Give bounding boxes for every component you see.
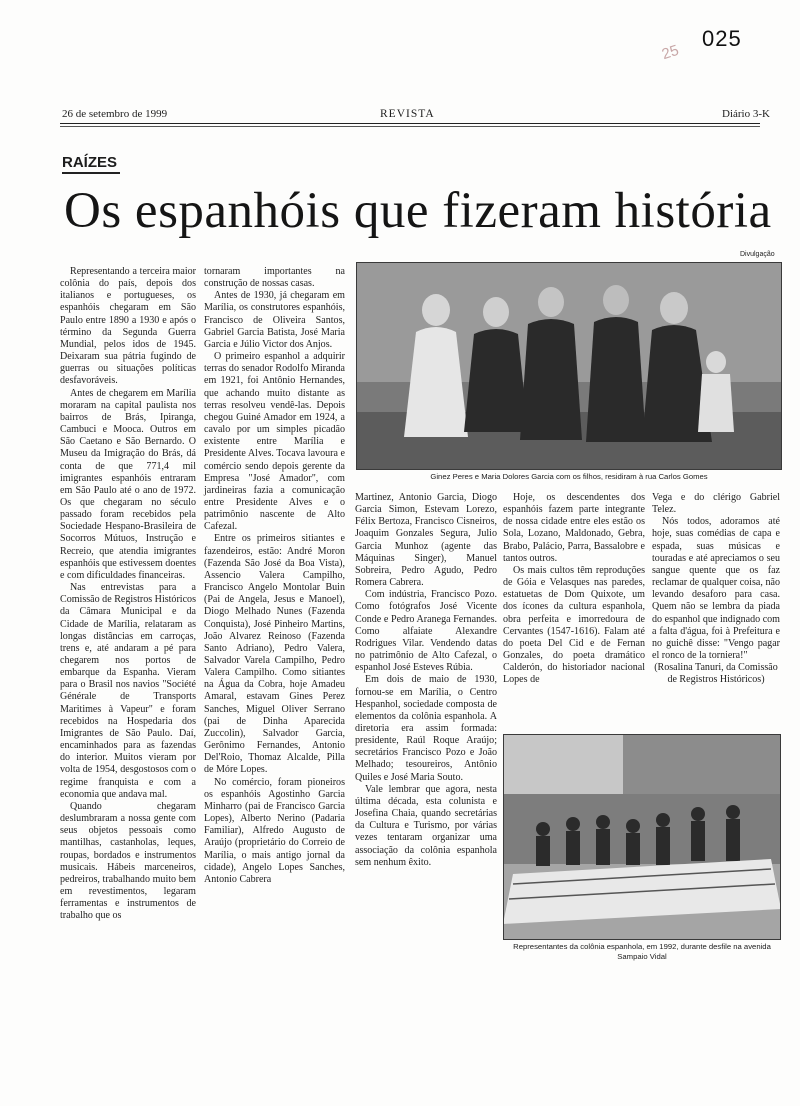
photo-credit: Divulgação [740, 251, 775, 258]
article-column-5 [652, 492, 780, 687]
paragraph: Vega e do clérigo Gabriel Telez. [652, 492, 780, 516]
parade-photo-caption: Representantes da colônia espanhola, em 1992, durante desfile na avenida Sampaio Vidal [513, 942, 771, 961]
article-column-3 [355, 492, 497, 869]
paragraph: O primeiro espanhol a adquirir terras do senador Rodolfo Miranda em 1921, foi Antônio Hernandes, que achando muito distante as terras resolveu vendê-las. Depois chegou Guiné Amador em 1924, a cavalo por um simples picadão existente entre Marília e Presidente Alves. Tocava lavoura e comércio sendo depois gerente da Empresa "José Amador", com jardineiras fazia a comunicação entre Presidente Alves e o patrimônio nascente de Alto Cafezal. [204, 351, 345, 533]
paragraph: Nós todos, adoramos até hoje, suas comédias de capa e espada, suas músicas e touradas e até apreciamos o seu sangue quente que os faz reclamar de qualquer coisa, não levando desaforo para casa. Quem não se lembra da piada do espanhol que indignado com a falta d'água, foi à Prefeitura e no guichê disse: "Vengo pagar el ronco de la torniera!" [652, 516, 780, 662]
header-rule [60, 123, 760, 124]
paragraph: Com indústria, Francisco Pozo. Como fotógrafos José Vicente Conde e Pedro Aranega Fernandes. Como alfaiate Alexandre Rodrigues Vilar. Vendendo datas no patrimônio de Alto Cafezal, o espanhol José Esteves Rúbia. [355, 589, 497, 674]
paragraph: Em dois de maio de 1930, fornou-se em Marília, o Centro Hespanhol, sociedade composta de elementos da colônia espanhola. A diretoria era assim formada: presidente, Raúl Roque Araújo; secretários Francisco Pozo e João Melhado; tesoureiros, Antônio Quiles e José Maria Souto. [355, 674, 497, 783]
author-signature: (Rosalina Tanuri, da Comissão de Registros Históricos) [654, 662, 778, 686]
paragraph: Nas entrevistas para a Comissão de Registros Históricos da Câmara Municipal e da Cidade de Marília, relataram as longas distâncias em carroças, trens e, até andaram a pé para chegarem nos portos de embarque da Espanha. Vieram para o Brasil nos navios "Société Générale de Transports Maritimes à Vapeur" e foram recebidos na Hospedaria dos Imigrantes de São Paulo. Daí, encaminhados para as fazendas do interior. Muitos vieram por volta de 1954, desgostosos com o regime franquista e com a economia que andava mal. [60, 582, 196, 800]
header-rule-thin [60, 126, 760, 127]
pencil-annotation: 25 [659, 41, 681, 64]
header-section: REVISTA [380, 108, 435, 120]
article-column-2 [204, 266, 345, 886]
header-page: Diário 3-K [722, 108, 770, 120]
paragraph: Os mais cultos têm reproduções de Góia e Velasques nas paredes, estatuetas de Dom Quixote, um dos ícones da cultura espanhola, obra perfeita e imorredoura de Cervantes (1547-1616). Falam até do poeta Del Cid e de Fernan Gonzales, do poeta dramático Calderón, do historiador nacional Lopes de [503, 564, 645, 686]
section-kicker: RAÍZES [62, 154, 120, 174]
article-column-4 [503, 492, 645, 687]
paragraph: Vale lembrar que agora, nesta última década, esta colunista e Josefina Chaia, quando secretárias da Cultura e Turismo, por várias vezes tentaram organizar uma associação da colônia espanhola sem nenhum êxito. [355, 783, 497, 868]
paragraph: Martinez, Antonio Garcia, Diogo Garcia Simon, Estevam Lorezo, Félix Bertoza, Francisco Cisneiros, Joaquim Gonzales Segura, Julio Garcia Munhoz (agente das Máquinas Singer), Manuel Sobreira, Pedro Agudo, Pedro Romera Cabrera. [355, 492, 497, 589]
paragraph: Antes de chegarem em Marília moraram na capital paulista nos bairros de Brás, Ipiranga, Cambuci e Mooca. Outros em São Caetano e São Bernardo. O Museu da Imigração do Brás, dá conta de que 771,4 mil imigrantes espanhóis entraram em São Paulo até o ano de 1972. Os que chegaram no século passado foram recebidos pela Sociedade Hespano-Brasileira de Socorros Mútuos, Instrução e Recreio, que atendia imigrantes espanhóis que estivessem doentes e com dificuldades financeiras. [60, 387, 196, 581]
paragraph: Quando chegaram deslumbraram a nossa gente com seus objetos pessoais como mantilhas, castanholas, leques, roupas, bordados e instrumentos musicais. Hábeis marceneiros, pedreiros, trabalhando muito bem em revestimentos, legaram ferramentas e instrumentos de trabalho que os [60, 800, 196, 922]
parade-photo [503, 734, 781, 940]
paragraph: tornaram importantes na construção de nossas casas. [204, 266, 345, 290]
headline: Os espanhóis que fizeram história [64, 183, 772, 239]
family-photo-caption: Ginez Peres e Maria Dolores Garcia com os filhos, residiram à rua Carlos Gomes [430, 472, 708, 481]
paragraph: No comércio, foram pioneiros os espanhóis Agostinho Garcia Minharro (pai de Francisco Garcia Lopes), Alberto Nerino (Padaria Familiar), Alfredo Augusto de Araújo (proprietário do Correio de Marília, o mais antigo jornal da cidade), Angelo Lopes Sanches, Antonio Cabrera [204, 776, 345, 885]
header-date: 26 de setembro de 1999 [62, 108, 168, 120]
page-number: 025 [702, 26, 742, 51]
paragraph: Hoje, os descendentes dos espanhóis fazem parte integrante de nossa cidade entre eles estão os Sola, Lozano, Maldonado, Gebra, Brabo, Palácio, Parra, Bassalobre e tantos outros. [503, 492, 645, 564]
paragraph: Entre os primeiros sitiantes e fazendeiros, estão: André Moron (Fazenda São José da Boa Vista), Assencio Valera Campilho, Francisco Angelo Montolar Buin (Pai de Angela, Jesus e Manoel), Diogo Melhado Nunes (Fazenda Conquista), José Pinheiro Martins, João Alvarez Reinoso (Fazenda Santo Adriano), Pedro Valera, Salvador Varela Campilho, Pedro Valera Campilho. Como sitiantes na Água da Cobra, hoje Amadeu Amaral, estavam Gines Perez Sanches, Miguel Oliver Serrano (pai de Dinha Aparecida Zuccolin), Salvador Garcia, Gerônimo Fernandes, Antonio Del'Roio, Thomaz Alcalde, Pilla de Móre Lopes. [204, 533, 345, 776]
paragraph: Representando a terceira maior colônia do país, depois dos italianos e portugueses, os espanhóis chegaram em São Paulo entre 1890 a 1930 e após o término da Segunda Guerra Mundial, pelos idos de 1945. Deixaram sua pátria fugindo de guerras ou situações políticas desfavoráveis. [60, 266, 196, 387]
article-column-1 [60, 266, 196, 922]
family-photo [356, 262, 782, 470]
paragraph: Antes de 1930, já chegaram em Marília, os construtores espanhóis, Francisco de Oliveira Santos, Gabriel Garcia Batista, José Maria Garcia e Júlio Victor dos Anjos. [204, 290, 345, 350]
